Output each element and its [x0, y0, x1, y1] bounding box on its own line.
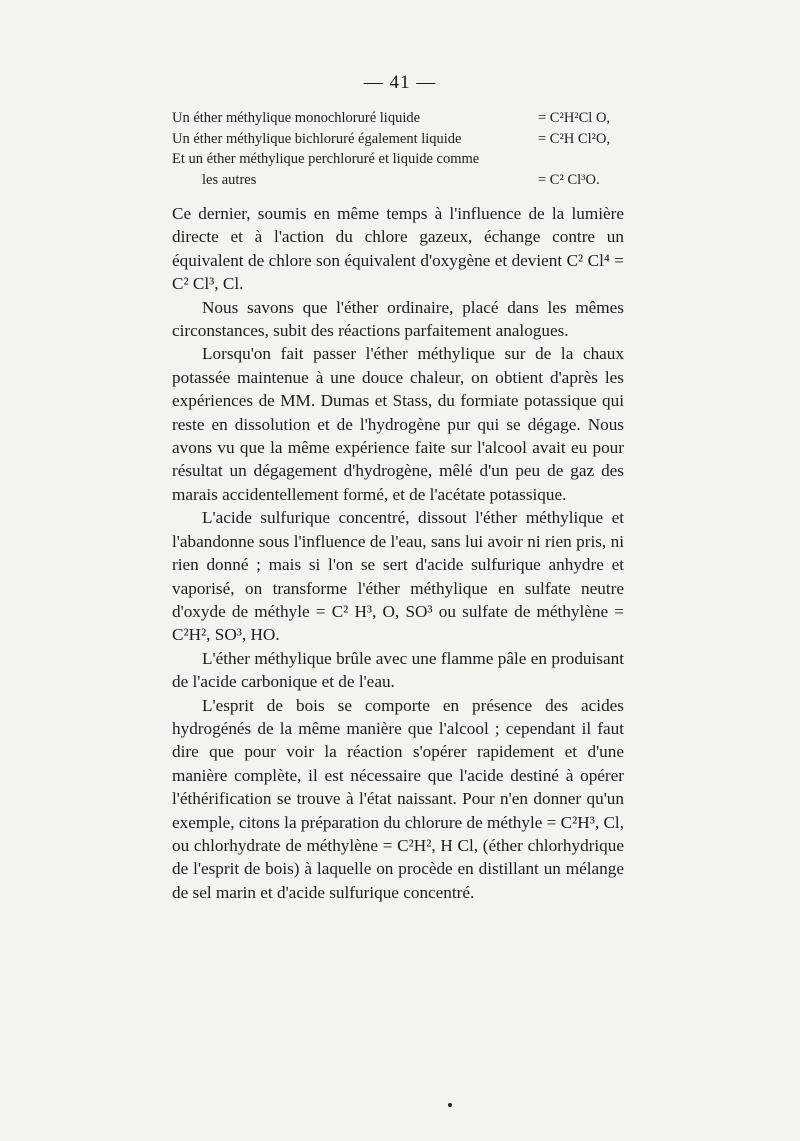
formula-row: [172, 129, 624, 150]
page-mark: [448, 1103, 452, 1107]
formula-label: Un éther méthylique bichloruré également liquide: [172, 130, 462, 147]
formula-value: = C²H²Cl O,: [538, 110, 611, 126]
paragraph: L'acide sulfurique concentré, dissout l'éther méthylique et l'abandonne sous l'influence de l'eau, sans lui avoir ni rien pris, ni rien donné ; mais si l'on se sert d'acide sulfurique anhydre et vaporisé, on transforme l'éther méthylique en sulfate neutre d'oxyde de méthyle = C² H³, O, SO³ ou sulfate de méthylène = C²H², SO³, HO.: [172, 508, 624, 645]
formula-row: [172, 108, 624, 129]
formula-row: [172, 170, 624, 191]
formula-label: les autres: [202, 171, 257, 188]
paragraph: L'éther méthylique brûle avec une flamme pâle en produisant de l'acide carbonique et de l'eau.: [172, 648, 624, 692]
paragraph: Ce dernier, soumis en même temps à l'influence de la lumière directe et à l'action du chlore gazeux, échange contre un équivalent de chlore son équivalent d'oxygène et devient C² Cl⁴ = C² Cl³, Cl.: [172, 204, 624, 294]
paragraph: Nous savons que l'éther ordinaire, placé dans les mêmes circonstances, subit des réactions parfaitement analogues.: [172, 297, 624, 341]
formula-value: = C² Cl³O.: [538, 171, 600, 188]
formula-value: = C²H Cl²O,: [538, 130, 611, 147]
formula-label: Un éther méthylique monochloruré liquide: [172, 110, 421, 126]
formula-row: [172, 149, 624, 170]
page-number: — 41 —: [363, 72, 437, 93]
body-text: [172, 202, 624, 904]
formula-label: Et un éther méthylique perchloruré et liquide comme: [172, 151, 480, 167]
paragraph: Lorsqu'on fait passer l'éther méthylique sur de la chaux potassée maintenue à une douce chaleur, on obtient d'après les expériences de MM. Dumas et Stass, du formiate potassique qui reste en dissolution et de l'hydrogène pur qui se dégage. Nous avons vu que la même expérience faite sur l'alcool avait eu pour résultat un dégagement d'hydrogène, mêlé d'un peu de gaz des marais accidentellement formé, et de l'acétate potassique.: [172, 344, 624, 504]
paragraph: L'esprit de bois se comporte en présence des acides hydrogénés de la même manière que l'alcool ; cependant il faut dire que pour voir la réaction s'opérer rapidement et d'une manière complète, il est nécessaire que l'acide destiné à opérer l'éthérification se trouve à l'état naissant. Pour n'en donner qu'un exemple, citons la préparation du chlorure de méthyle = C²H³, Cl, ou chlorhydrate de méthylène = C²H², H Cl, (éther chlorhydrique de l'esprit de bois) à laquelle on procède en distillant un mélange de sel marin et d'acide sulfurique concentré.: [172, 695, 624, 902]
formula-list: [172, 108, 624, 190]
